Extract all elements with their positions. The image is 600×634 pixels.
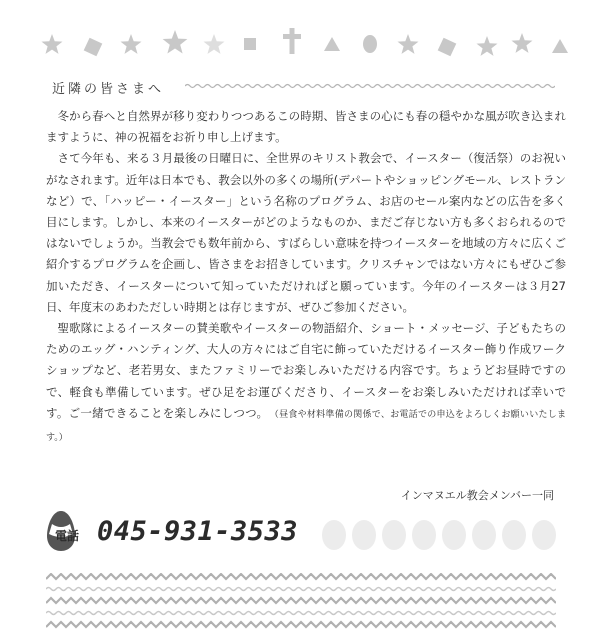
- star-icon: [512, 33, 533, 53]
- egg-icon: [363, 35, 377, 53]
- egg-decoration: [442, 520, 466, 550]
- egg-decoration: [532, 520, 556, 550]
- star-icon: [121, 34, 142, 54]
- paragraph-easter-info: さて今年も、来る３月最後の日曜日に、全世界のキリスト教会で、イースター（復活祭）のお祝いがなされます。近年は日本でも、教会以外の多くの場所(デパートやショッピングモール、レストランなど）で、｢ハッピー・イースター」という名称のプログラム、お店のセール案内などの広告を多く目にします。しかし、本来のイースターがどのようなものか、まだご存じない方も多くおられるのではないでしょうか。当教会でも数年前から、すばらしい意味を持つイースターを地域の方々に広くご紹介するプログラムを企画し、皆さまをお招きしています。クリスチャンではない方々にもぜひご参加いただき、イースターについて知っていただければと願っています。今年のイースターは３月27日、年度末のあわただしい時期とは存じますが、ぜひご参加ください。: [46, 151, 566, 314]
- letter-body: [46, 106, 566, 449]
- reservation-note: （昼食や材料準備の関係で、お電話での申込をよろしくお願いいたします。）: [46, 409, 567, 444]
- egg-decoration: [472, 520, 496, 550]
- square-icon: [244, 38, 256, 50]
- triangle-icon: [324, 37, 340, 51]
- phone-number[interactable]: 045-931-3533: [97, 516, 299, 547]
- diamond-icon: [438, 38, 457, 57]
- paragraph-opening: 冬から春へと自然界が移り変わりつつあるこの時期、皆さまの心にも春の穏やかな風が吹き込まれますように、神の祝福をお祈り申し上げます。: [46, 109, 566, 145]
- paragraph-program: [46, 318, 566, 449]
- cross-icon: [283, 28, 301, 54]
- phone-label: 電話: [55, 529, 80, 543]
- egg-decoration: [352, 520, 376, 550]
- star-icon: [398, 34, 419, 54]
- egg-decoration: [382, 520, 406, 550]
- greeting-wave-divider: [185, 80, 555, 92]
- star-icon: [477, 36, 498, 56]
- top-shape-border: [0, 0, 600, 70]
- egg-decoration: [412, 520, 436, 550]
- egg-row-decoration: [320, 518, 560, 552]
- star-icon: [42, 34, 63, 54]
- egg-decoration: [322, 520, 346, 550]
- egg-decoration: [502, 520, 526, 550]
- star-icon: [163, 30, 188, 54]
- diamond-icon: [84, 38, 103, 57]
- bottom-wave-border: [46, 573, 556, 633]
- signature: インマヌエル教会メンバー一同: [400, 489, 554, 502]
- triangle-icon: [552, 39, 568, 53]
- greeting-heading: 近隣の皆さまへ: [52, 82, 165, 97]
- star-icon: [204, 34, 225, 54]
- program-text: 聖歌隊によるイースターの賛美歌やイースターの物語紹介、ショート・メッセージ、子どもたちのためのエッグ・ハンティング、大人の方々にはご自宅に飾っていただけるイースター飾り作成ワークショップなど、老若男女、またファミリーでお楽しみいただける内容です。ちょうどお昼時ですので、軽食も準備しています。ぜひ足をお運びくださり、イースターをお楽しみいただければ幸いです。ご一緒できることを楽しみにしつつ。: [46, 321, 566, 420]
